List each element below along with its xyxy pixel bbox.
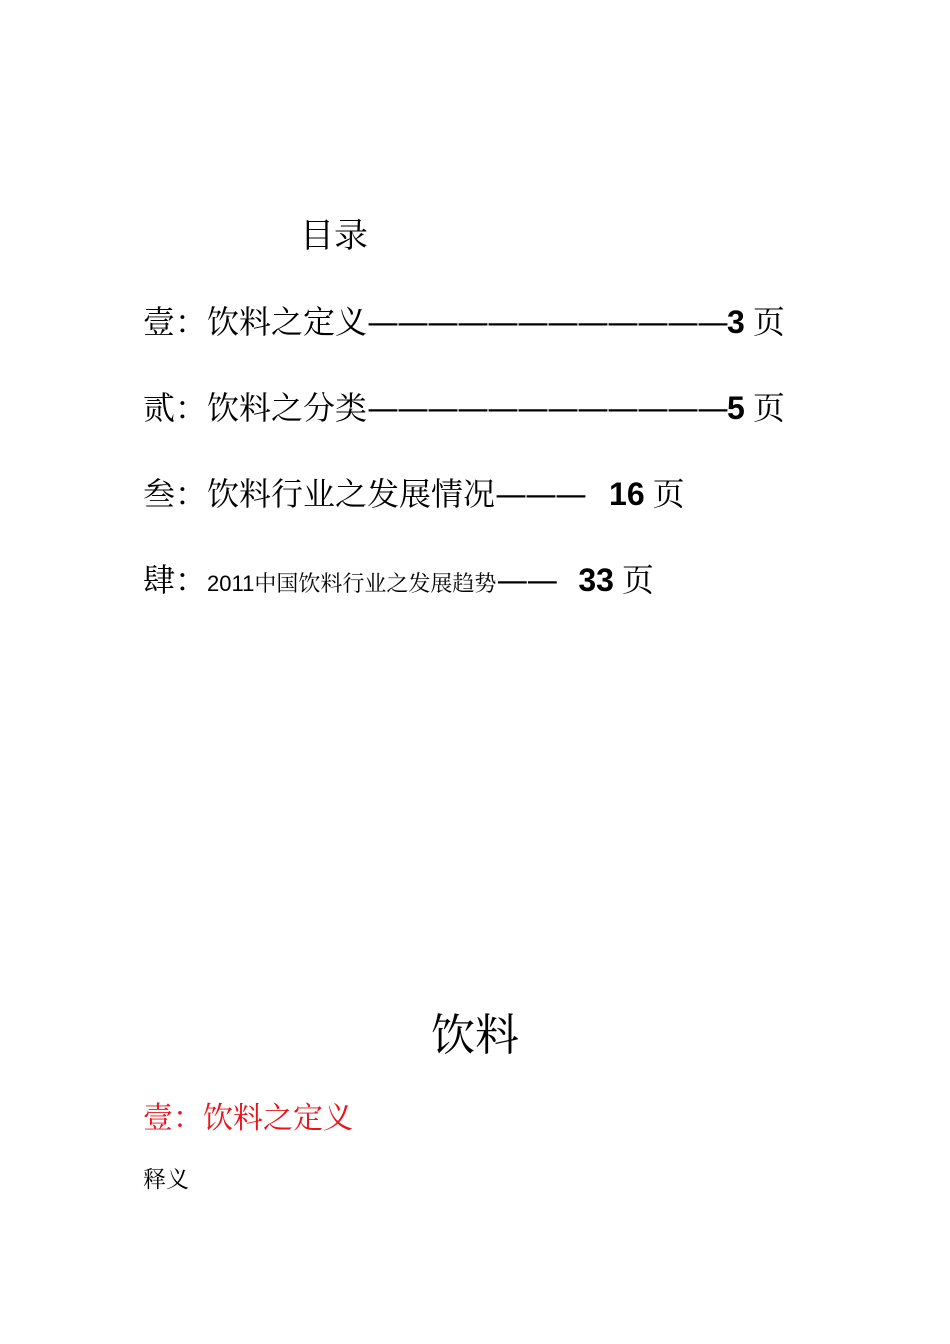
subheading: 释义 xyxy=(143,1167,189,1193)
toc-entry-page-unit: 页 xyxy=(752,303,785,341)
toc-entry-page-unit: 页 xyxy=(621,561,654,599)
toc-entry-page-number: 5 xyxy=(727,390,745,426)
toc-entry-leader: ———————————— xyxy=(367,389,728,427)
toc-entry-page-unit: 页 xyxy=(752,389,785,427)
toc-entry-label: 2011中国饮料行业之发展趋势 xyxy=(207,571,497,596)
toc-entry-page-unit: 页 xyxy=(652,475,685,513)
toc-entry-label: 叁：饮料行业之发展情况 xyxy=(143,475,496,513)
toc-entry-label: 壹：饮料之定义 xyxy=(143,303,368,341)
toc-entry-leader: ———————————— xyxy=(367,303,728,341)
toc-entry-label: 贰：饮料之分类 xyxy=(143,389,368,427)
toc-entry-2 xyxy=(143,383,785,433)
toc-entry-page-number: 3 xyxy=(727,304,745,340)
toc-entry-label-prefix: 肆： xyxy=(143,561,208,599)
toc-entry-4 xyxy=(143,555,654,605)
section-heading: 壹：饮料之定义 xyxy=(143,1101,353,1136)
toc-entry-leader: —— xyxy=(496,561,557,599)
toc-entry-1 xyxy=(143,297,785,347)
document-heading: 饮料 xyxy=(431,1010,519,1061)
toc-title: 目录 xyxy=(300,216,368,256)
toc-entry-leader: ——— xyxy=(495,475,586,513)
toc-entry-page-number: 16 xyxy=(609,476,645,512)
toc-entry-3 xyxy=(143,469,685,519)
toc-entry-page-number: 33 xyxy=(578,562,614,598)
